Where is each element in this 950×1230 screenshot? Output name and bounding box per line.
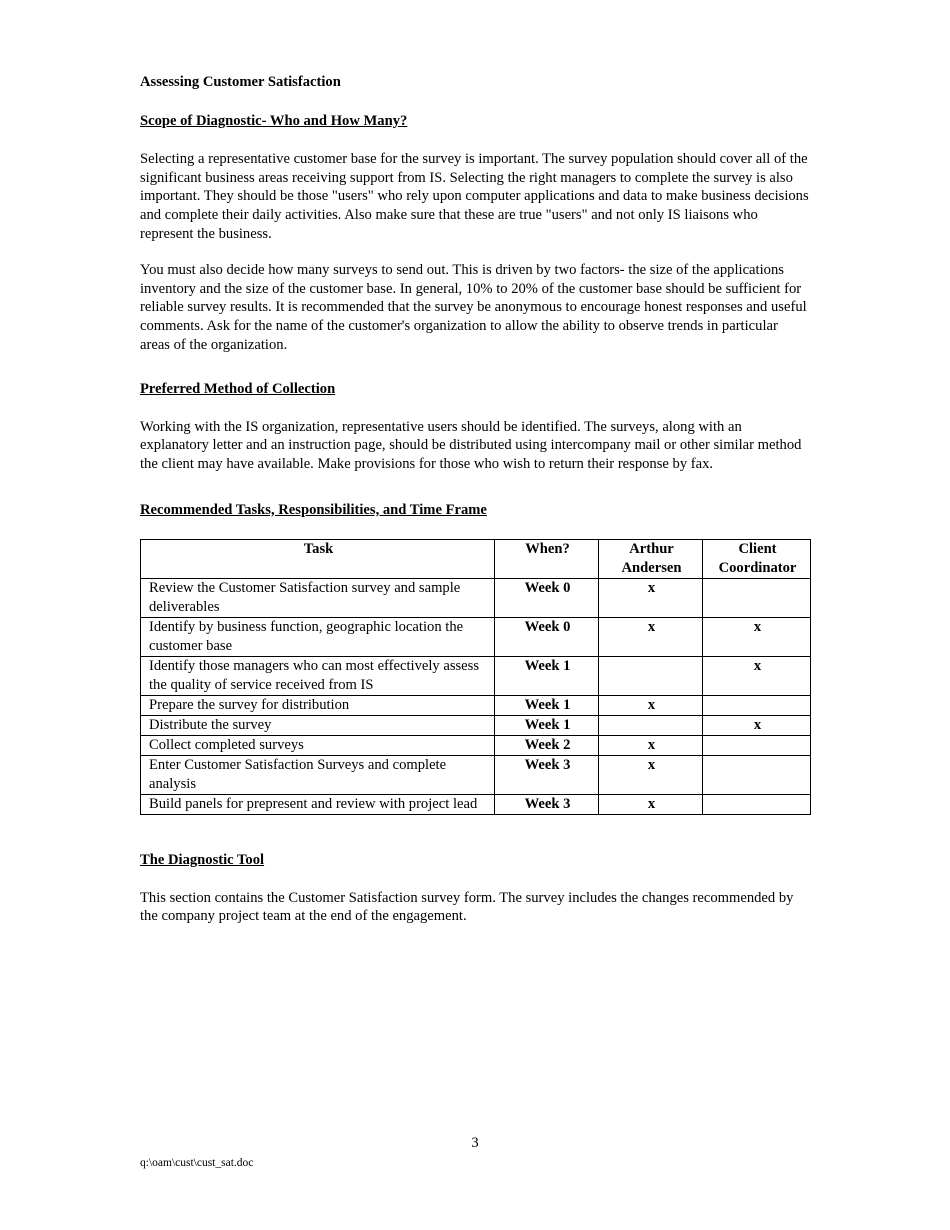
table-row xyxy=(141,716,811,736)
method-paragraph: Working with the IS organization, representative users should be identified. The surveys, along with an explanatory letter and an instruction page, should be distributed using intercompany mail or other similar method the client may have available. Make provisions for those who wish to return their response by fax. xyxy=(140,418,802,472)
client-coordinator-cell xyxy=(703,795,811,815)
table-row xyxy=(141,618,811,657)
footer-file-path: q:\oam\cust\cust_sat.doc xyxy=(140,1157,254,1169)
client-coordinator-cell xyxy=(703,736,811,756)
client-coordinator-cell xyxy=(703,696,811,716)
arthur-andersen-cell: x xyxy=(599,696,703,716)
arthur-andersen-cell: x xyxy=(599,795,703,815)
document-page xyxy=(140,73,810,926)
task-cell: Collect completed surveys xyxy=(141,736,495,756)
task-cell: Enter Customer Satisfaction Surveys and complete analysis xyxy=(141,756,495,795)
client-coordinator-cell: x xyxy=(703,618,811,657)
arthur-andersen-cell: x xyxy=(599,579,703,618)
when-cell: Week 0 xyxy=(495,618,599,657)
tasks-heading: Recommended Tasks, Responsibilities, and Time Frame xyxy=(140,501,487,518)
task-cell: Review the Customer Satisfaction survey and sample deliverables xyxy=(141,579,495,618)
task-cell: Distribute the survey xyxy=(141,716,495,736)
table-row xyxy=(141,795,811,815)
when-cell: Week 1 xyxy=(495,716,599,736)
scope-heading: Scope of Diagnostic- Who and How Many? xyxy=(140,112,408,129)
when-cell: Week 2 xyxy=(495,736,599,756)
scope-paragraph-1: Selecting a representative customer base for the survey is important. The survey population should cover all of the significant business areas receiving support from IS. Selecting the right managers to complete the survey is also important. They should be those "users" who rely upon computer applications and data to make business decisions and complete their daily activities. Also make sure that these are true "users" and not only IS liaisons who represent the business. xyxy=(140,151,809,242)
arthur-andersen-cell xyxy=(599,716,703,736)
table-row xyxy=(141,657,811,696)
column-header-when: When? xyxy=(495,540,599,579)
arthur-andersen-cell: x xyxy=(599,756,703,795)
when-cell: Week 3 xyxy=(495,795,599,815)
when-cell: Week 1 xyxy=(495,696,599,716)
page-number: 3 xyxy=(471,1135,479,1151)
column-header-arthur-andersen: Arthur Andersen xyxy=(599,540,703,579)
diagnostic-tool-paragraph: This section contains the Customer Satisfaction survey form. The survey includes the changes recommended by the company project team at the end of the engagement. xyxy=(140,889,794,925)
table-row xyxy=(141,736,811,756)
client-coordinator-cell: x xyxy=(703,657,811,696)
column-header-client-coordinator: Client Coordinator xyxy=(703,540,811,579)
arthur-andersen-cell: x xyxy=(599,618,703,657)
when-cell: Week 3 xyxy=(495,756,599,795)
task-cell: Identify by business function, geographic location the customer base xyxy=(141,618,495,657)
document-title: Assessing Customer Satisfaction xyxy=(140,74,341,90)
table-row xyxy=(141,756,811,795)
when-cell: Week 1 xyxy=(495,657,599,696)
tasks-table xyxy=(140,539,811,815)
task-cell: Build panels for prepresent and review with project lead xyxy=(141,795,495,815)
task-cell: Identify those managers who can most effectively assess the quality of service received from IS xyxy=(141,657,495,696)
table-row xyxy=(141,696,811,716)
arthur-andersen-cell xyxy=(599,657,703,696)
client-coordinator-cell: x xyxy=(703,716,811,736)
when-cell: Week 0 xyxy=(495,579,599,618)
table-header-row xyxy=(141,540,811,579)
client-coordinator-cell xyxy=(703,756,811,795)
method-heading: Preferred Method of Collection xyxy=(140,381,336,398)
diagnostic-tool-heading: The Diagnostic Tool xyxy=(140,852,265,869)
column-header-task: Task xyxy=(141,540,495,579)
scope-paragraph-2: You must also decide how many surveys to send out. This is driven by two factors- the size of the applications inventory and the size of the customer base. In general, 10% to 20% of the customer base should be sufficient for reliable survey results. It is recommended that the survey be anonymous to encourage honest responses and useful comments. Ask for the name of the customer's organization to allow the ability to observe trends in particular areas of the organization. xyxy=(140,262,807,353)
arthur-andersen-cell: x xyxy=(599,736,703,756)
table-row xyxy=(141,579,811,618)
task-cell: Prepare the survey for distribution xyxy=(141,696,495,716)
client-coordinator-cell xyxy=(703,579,811,618)
